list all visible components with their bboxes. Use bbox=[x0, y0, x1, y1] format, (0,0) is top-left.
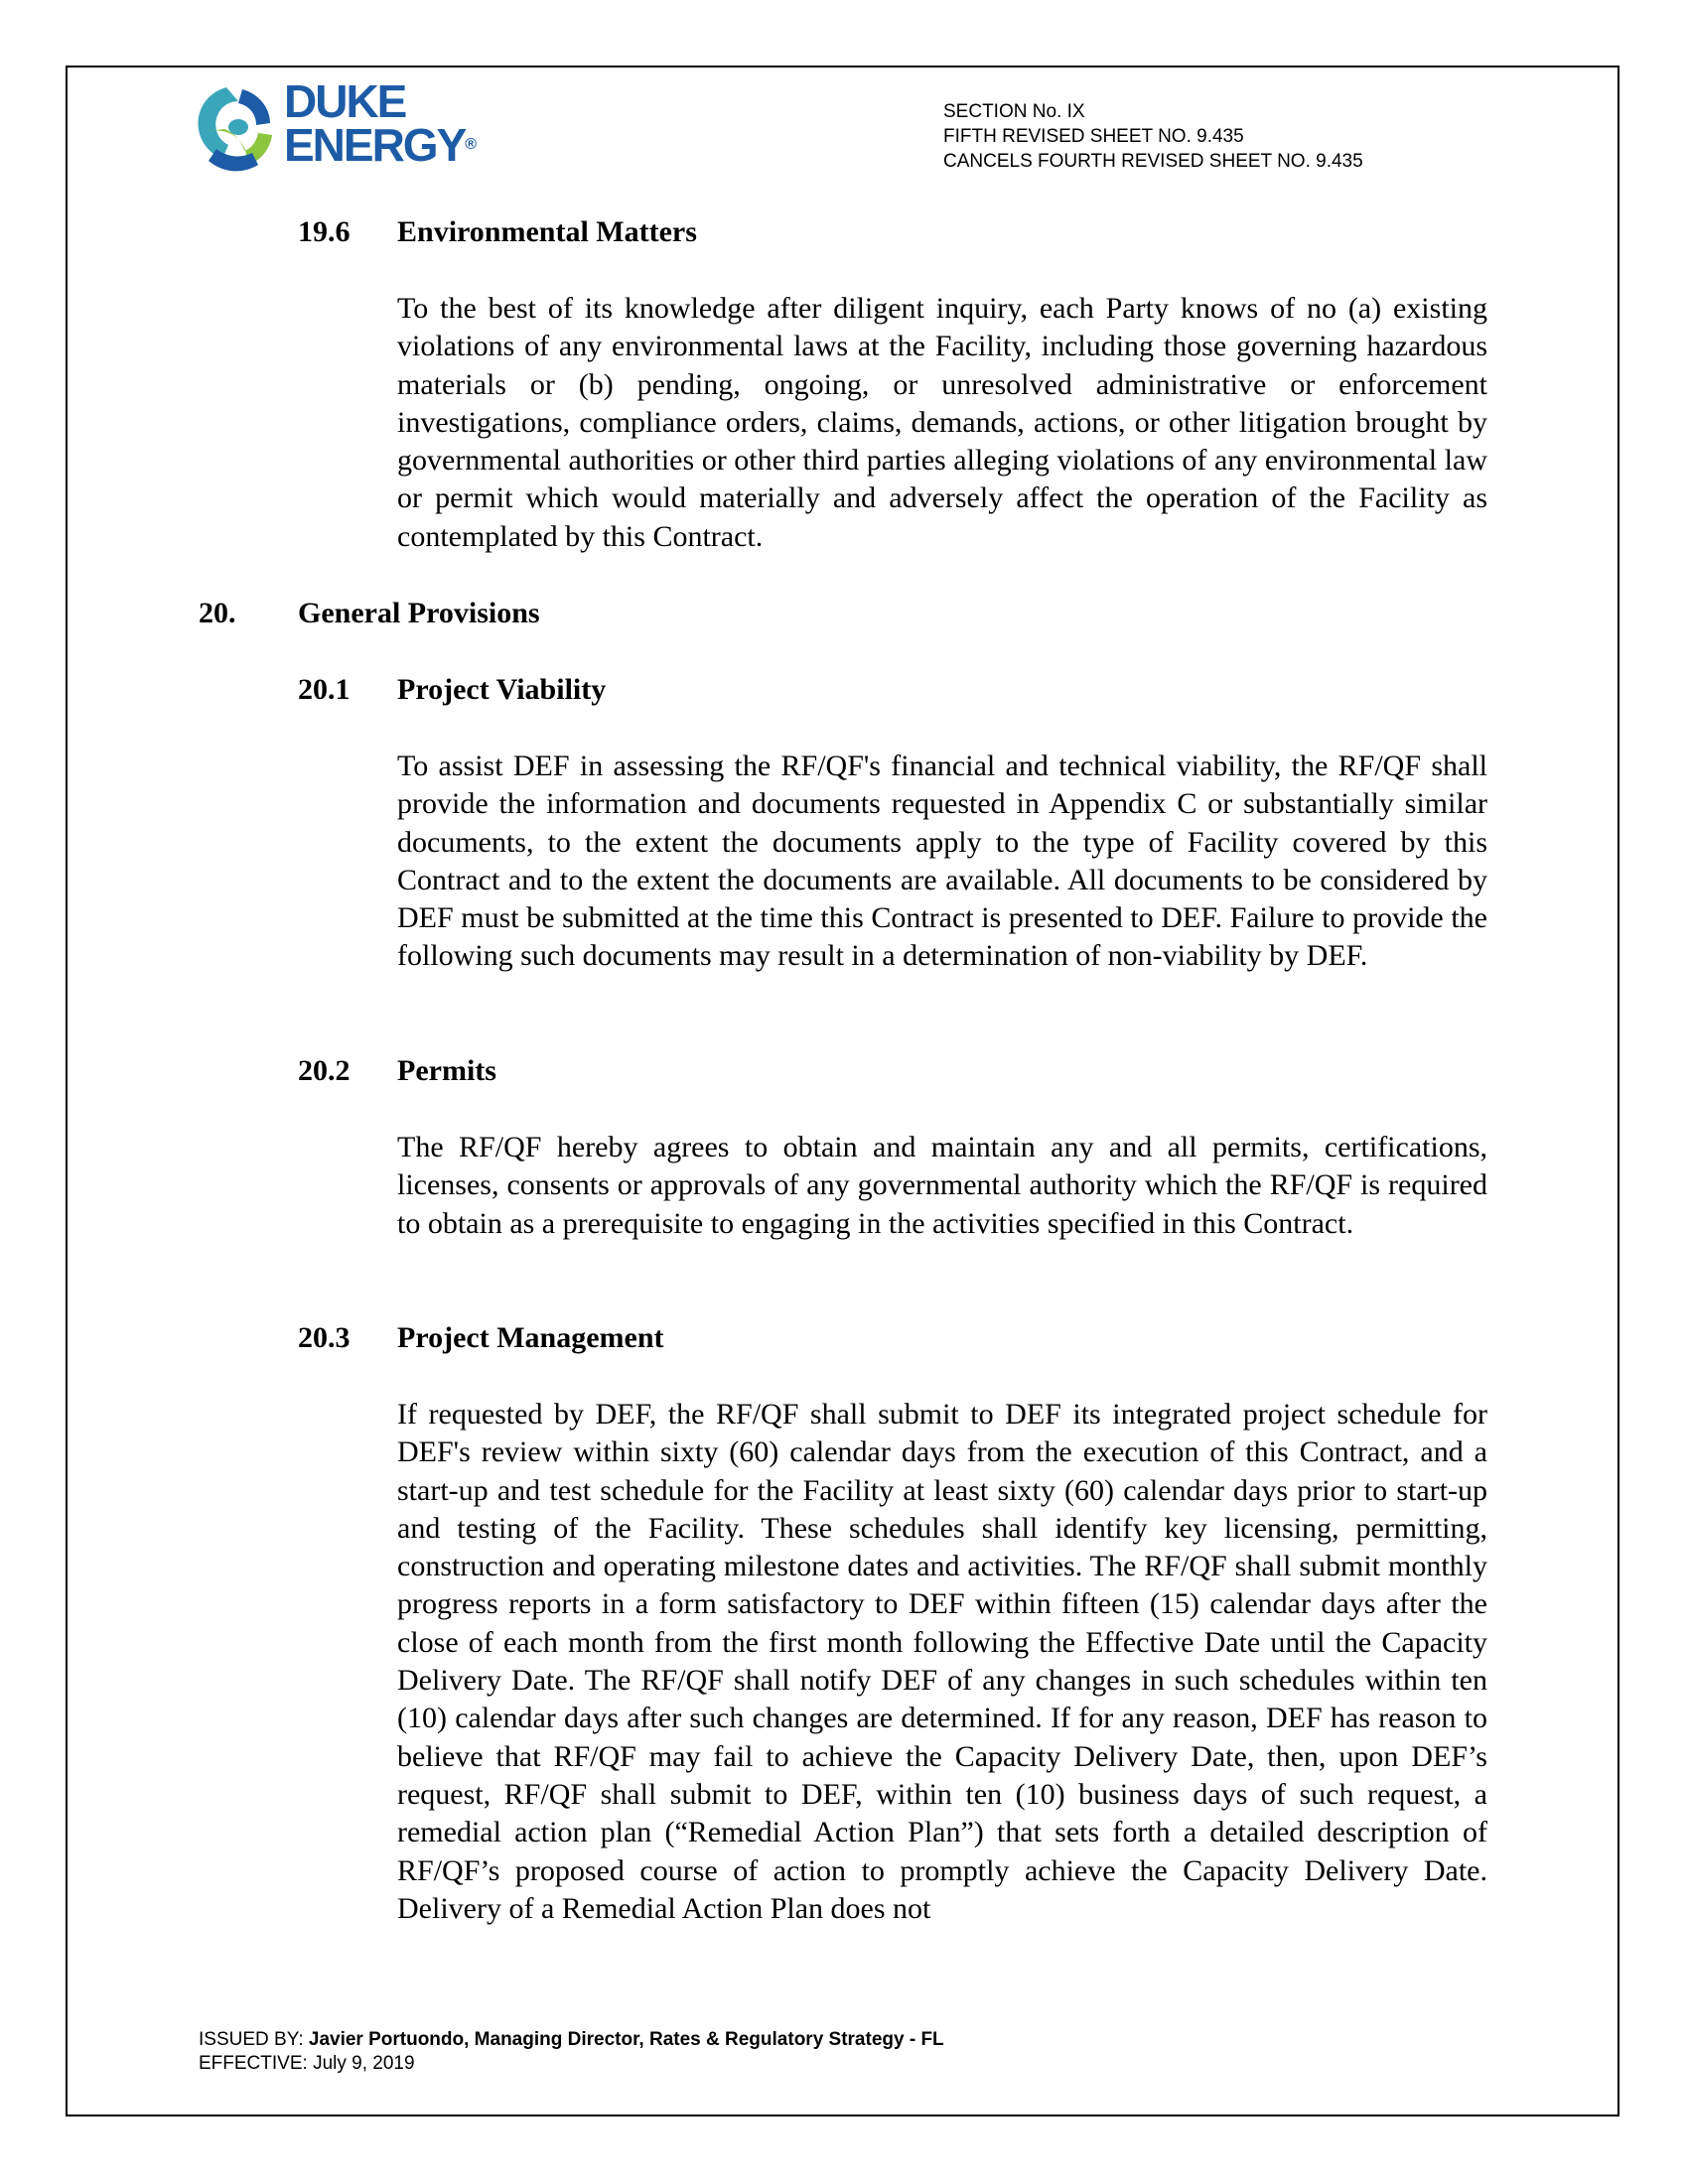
registered-mark: ® bbox=[465, 136, 478, 153]
section-19-6-body: To the best of its knowledge after diligent inquiry, each Party knows of no (a) existing violations of any environmental laws at the Facility, including those governing hazardous materials or (b) pending, ongoing, or unresolved administrative or enforcement investigations, compliance orders, claims, demands, actions, or other litigation brought by governmental authorities or other third parties alleging violations of any environmental law or permit which would materially and adversely affect the operation of the Facility as contemplated by this Contract. bbox=[397, 292, 1487, 553]
issued-by-label: ISSUED BY: bbox=[199, 2029, 309, 2050]
section-19-6-number: 19.6 bbox=[298, 215, 351, 248]
issued-footer bbox=[199, 2028, 944, 2076]
effective-date: EFFECTIVE: July 9, 2019 bbox=[199, 2053, 415, 2074]
section-20-number: 20. bbox=[199, 597, 236, 629]
section-20-3-title: Project Management bbox=[397, 1321, 664, 1354]
logo-line-duke: DUKE bbox=[284, 75, 406, 127]
logo-wordmark bbox=[284, 75, 478, 171]
section-20-3-number: 20.3 bbox=[298, 1321, 351, 1354]
sheet-number: FIFTH REVISED SHEET NO. 9.435 bbox=[943, 126, 1244, 147]
section-20-1-title: Project Viability bbox=[397, 673, 607, 706]
issued-by-name: Javier Portuondo, Managing Director, Rates & Regulatory Strategy - FL bbox=[308, 2029, 944, 2050]
section-20-2-body: The RF/QF hereby agrees to obtain and maintain any and all permits, certifications, licenses, consents or approvals of any governmental authority which the RF/QF is required to obtain as a prerequisite to engaging in the activities specified in this Contract. bbox=[397, 1131, 1487, 1240]
section-20-3-body: If requested by DEF, the RF/QF shall submit to DEF its integrated project schedule for DEF's review within sixty (60) calendar days from the execution of this Contract, and a start-up and test schedule for the Facility at least sixty (60) calendar days prior to start-up and testing of the Facility. These schedules shall identify key licensing, permitting, construction and operating milestone dates and activities. The RF/QF shall submit monthly progress reports in a form satisfactory to DEF within fifteen (15) calendar days after the close of each month from the first month following the Effective Date until the Capacity Delivery Date. The RF/QF shall notify DEF of any changes in such schedules within ten (10) calendar days after such changes are determined. If for any reason, DEF has reason to believe that RF/QF may fail to achieve the Capacity Delivery Date, then, upon DEF’s request, RF/QF shall submit to DEF, within ten (10) business days of such request, a remedial action plan (“Remedial Action Plan”) that sets forth a detailed description of RF/QF’s proposed course of action to promptly achieve the Capacity Delivery Date. Delivery of a Remedial Action Plan does not bbox=[397, 1398, 1487, 1925]
cancels-sheet: CANCELS FOURTH REVISED SHEET NO. 9.435 bbox=[943, 151, 1363, 172]
section-19-6-title: Environmental Matters bbox=[397, 215, 697, 248]
section-20-title: General Provisions bbox=[298, 597, 540, 629]
section-20-2-number: 20.2 bbox=[298, 1054, 351, 1087]
issued-by-line bbox=[199, 2028, 944, 2052]
section-20-1-number: 20.1 bbox=[298, 673, 351, 706]
duke-energy-logo bbox=[187, 75, 478, 179]
logo-line-energy: ENERGY® bbox=[284, 119, 478, 171]
section-20-2-title: Permits bbox=[397, 1054, 496, 1087]
section-20-1-body: To assist DEF in assessing the RF/QF's financial and technical viability, the RF/QF shall provide the information and documents requested in Appendix C or substantially similar documents, to the extent the documents apply to the type of Facility covered by this Contract and to the extent the documents are available. All documents to be considered by DEF must be submitted at the time this Contract is presented to DEF. Failure to provide the following such documents may result in a determination of non-viability by DEF. bbox=[397, 750, 1487, 973]
section-number: SECTION No. IX bbox=[943, 101, 1085, 122]
duke-energy-swirl-icon bbox=[187, 79, 286, 179]
sheet-header bbox=[943, 99, 1363, 174]
